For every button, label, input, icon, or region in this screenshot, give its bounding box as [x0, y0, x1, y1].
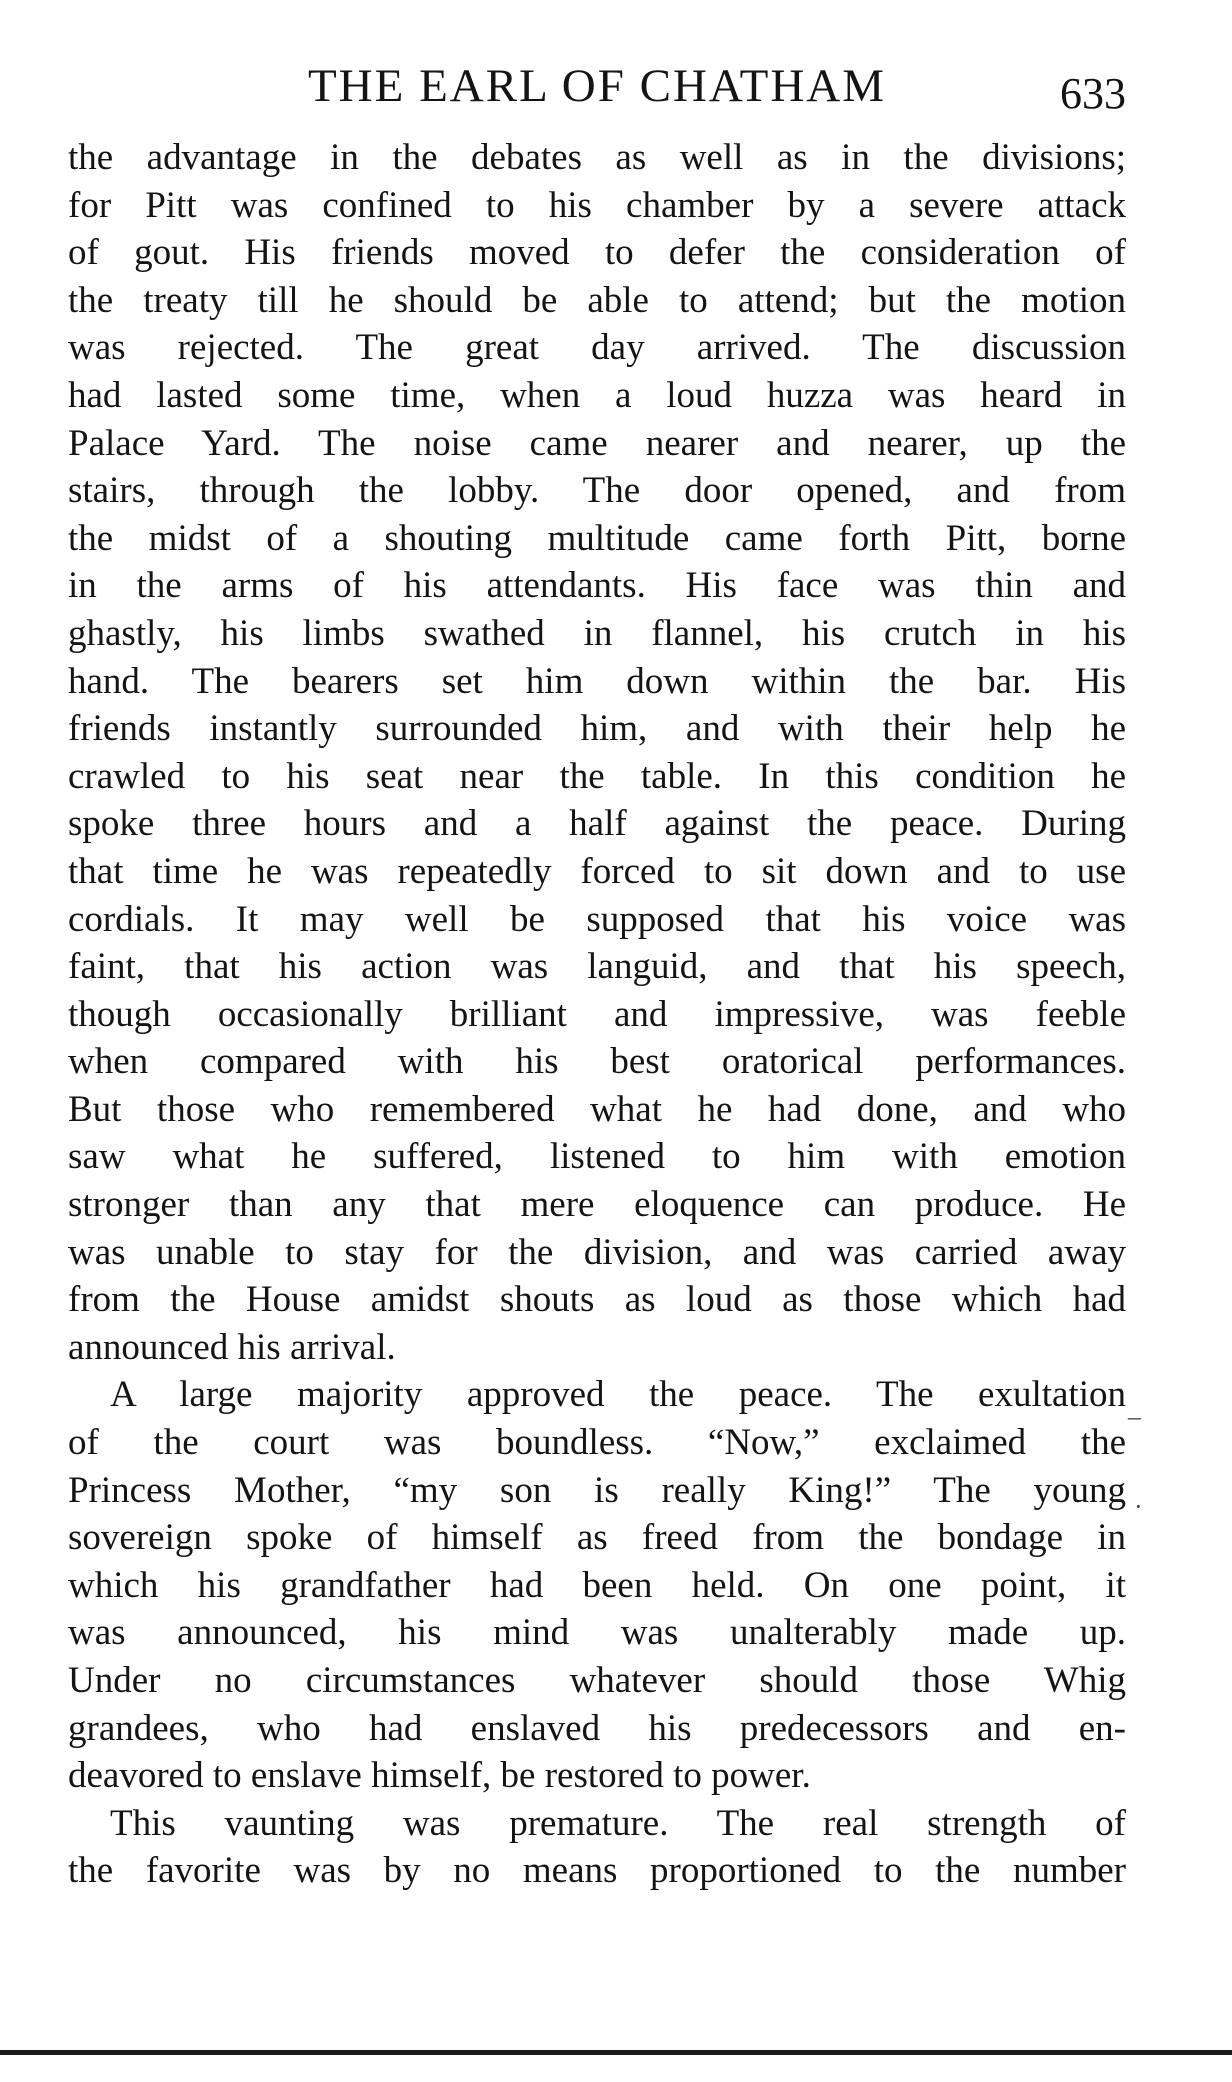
text-line: This vaunting was premature. The real strength of [110, 1802, 1126, 1844]
text-line: hand. The bearers set him down within the bar. His [68, 660, 1126, 702]
text-line: stairs, through the lobby. The door opened, and from [68, 470, 1126, 512]
text-line: But those who remembered what he had done, and who [68, 1088, 1126, 1130]
text-line: friends instantly surrounded him, and with their help he [68, 708, 1126, 750]
page-number: 633 [1060, 69, 1126, 118]
text-line: which his grandfather had been held. On one point, it [68, 1564, 1126, 1606]
text-line: when compared with his best oratorical performances. [68, 1041, 1126, 1083]
text-line: deavored to enslave himself, be restored to power. [68, 1755, 811, 1797]
text-line: stronger than any that mere eloquence can produce. He [68, 1184, 1126, 1226]
text-line: from the House amidst shouts as loud as those which had [68, 1279, 1126, 1321]
text-line: was announced, his mind was unalterably made up. [68, 1612, 1126, 1654]
margin-dash-mark: – [1128, 1402, 1141, 1431]
text-line: A large majority approved the peace. The exultation [110, 1374, 1126, 1416]
text-line: that time he was repeatedly forced to sit down and to use [68, 850, 1126, 892]
text-line: grandees, who had enslaved his predecessors and en- [68, 1707, 1126, 1749]
bottom-rule [0, 2050, 1232, 2055]
text-line: had lasted some time, when a loud huzza was heard in [68, 374, 1126, 416]
running-title: THE EARL OF CHATHAM [307, 60, 887, 112]
text-line: in the arms of his attendants. His face was thin and [68, 565, 1126, 607]
text-line: sovereign spoke of himself as freed from the bondage in [68, 1517, 1126, 1559]
text-line: ghastly, his limbs swathed in flannel, his crutch in his [68, 612, 1126, 654]
paragraph [68, 134, 1126, 1371]
text-line: of gout. His friends moved to defer the consideration of [68, 232, 1126, 274]
text-line: was rejected. The great day arrived. The discussion [68, 327, 1126, 369]
margin-dot-mark: · [1134, 1492, 1143, 1521]
body-text [68, 134, 1126, 1895]
text-line: of the court was boundless. “Now,” exclaimed the [68, 1422, 1126, 1464]
running-head [68, 56, 1126, 116]
text-line: the favorite was by no means proportioned to the number [68, 1850, 1126, 1892]
text-line: though occasionally brilliant and impressive, was feeble [68, 993, 1126, 1035]
text-line: faint, that his action was languid, and that his speech, [68, 946, 1126, 988]
text-line: announced his arrival. [68, 1326, 396, 1368]
text-line: spoke three hours and a half against the peace. During [68, 803, 1126, 845]
text-line: the treaty till he should be able to attend; but the motion [68, 279, 1126, 321]
text-line: saw what he suffered, listened to him with emotion [68, 1136, 1126, 1178]
paragraph [68, 1371, 1126, 1799]
paragraph [68, 1800, 1126, 1895]
text-line: Under no circumstances whatever should those Whig [68, 1660, 1126, 1701]
text-line: Palace Yard. The noise came nearer and nearer, up the [68, 422, 1126, 464]
text-line: crawled to his seat near the table. In this condition he [68, 755, 1126, 797]
text-line: the midst of a shouting multitude came forth Pitt, borne [68, 517, 1126, 559]
text-line: was unable to stay for the division, and was carried away [68, 1231, 1126, 1273]
text-line: for Pitt was confined to his chamber by a severe attack [68, 184, 1126, 226]
text-line: cordials. It may well be supposed that his voice was [68, 898, 1126, 940]
text-line: the advantage in the debates as well as in the divisions; [68, 137, 1126, 178]
text-line: Princess Mother, “my son is really King!” The young [68, 1469, 1126, 1511]
